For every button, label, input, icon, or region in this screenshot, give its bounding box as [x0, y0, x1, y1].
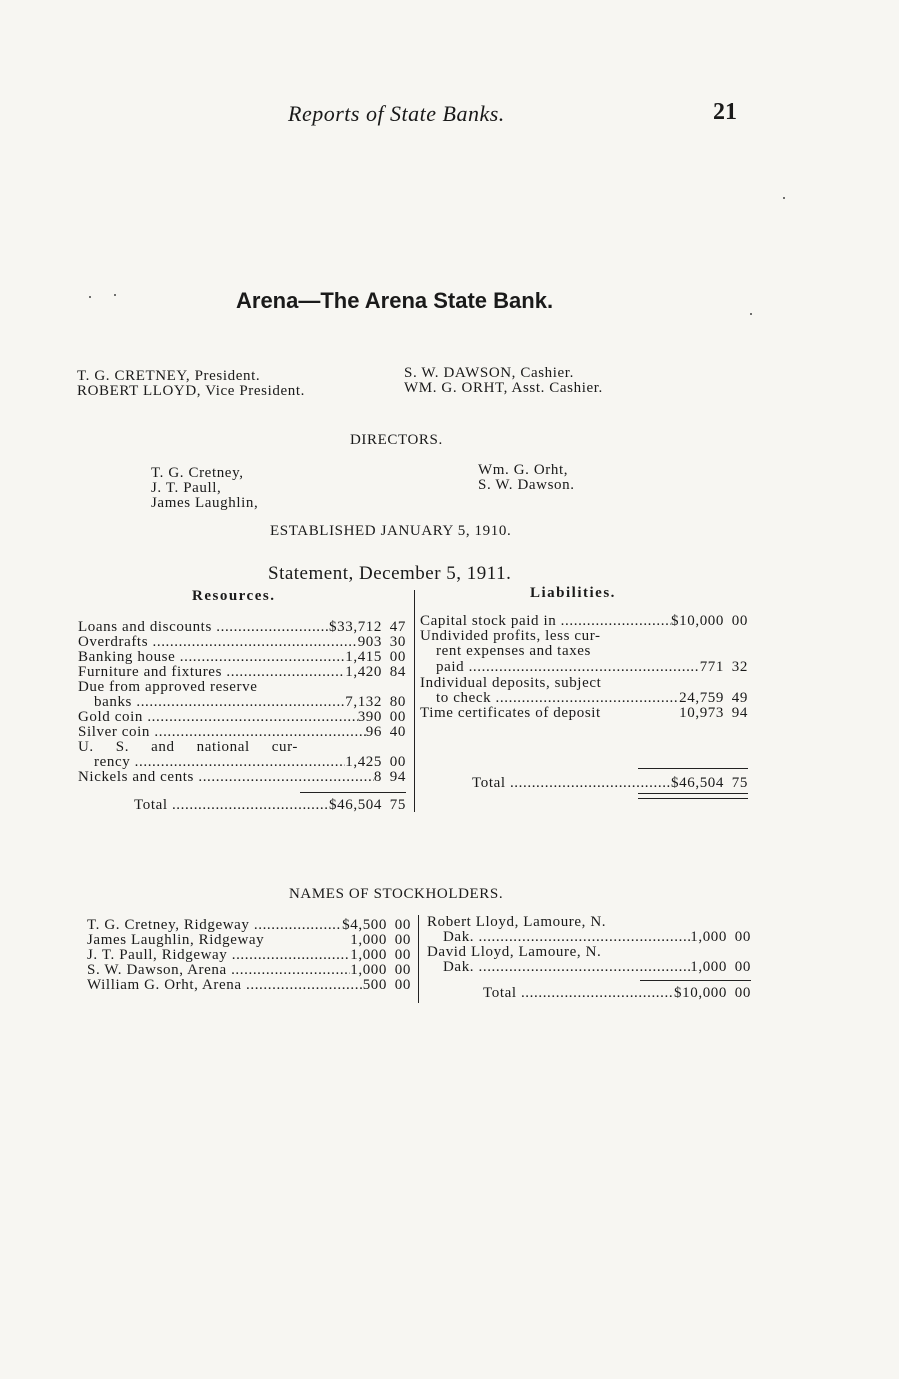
- stockholder-row: William G. Orht, Arena ..... 500 00: [87, 978, 411, 993]
- officer-left-2: ROBERT LLOYD, Vice President.: [77, 383, 305, 399]
- liabilities-total-rule: [638, 768, 748, 769]
- resource-row: U. S. and national cur-: [78, 740, 298, 755]
- resources-total-row: Total ..... $46,504 75: [134, 798, 406, 813]
- liabilities-heading: Liabilities.: [530, 585, 616, 601]
- stockholders-divider: [418, 915, 419, 1003]
- officer-right-1: S. W. DAWSON, Cashier.: [404, 365, 574, 381]
- scan-speck: [783, 197, 785, 199]
- director-right-2: S. W. Dawson.: [478, 477, 575, 493]
- resource-row: banks ..... 7,132 80: [94, 695, 406, 710]
- stockholders-total-rule: [640, 980, 751, 981]
- stockholders-heading: NAMES OF STOCKHOLDERS.: [289, 886, 504, 902]
- resource-row: Loans and discounts ..... $33,712 47: [78, 620, 406, 635]
- director-left-3: James Laughlin,: [151, 495, 259, 511]
- liability-row: Individual deposits, subject: [420, 676, 602, 691]
- liability-row: Time certificates of deposit 10,973 94: [420, 705, 748, 721]
- scan-speck: [750, 313, 752, 315]
- stockholders-right: [427, 915, 751, 1005]
- liability-row: Capital stock paid in ..... $10,000 00: [420, 614, 748, 629]
- running-title: Reports of State Banks.: [288, 101, 505, 126]
- liability-row: Undivided profits, less cur-: [420, 629, 601, 644]
- stockholder-row: S. W. Dawson, Arena ..... 1,000 00: [87, 963, 411, 978]
- page-number: 21: [713, 99, 737, 125]
- statement-divider: [414, 590, 415, 812]
- resource-row: Furniture and fixtures ..... 1,420 84: [78, 665, 406, 680]
- stockholders-left: [87, 918, 411, 998]
- liabilities-table: [420, 614, 748, 804]
- resource-row: Silver coin ..... 96 40: [78, 725, 406, 740]
- director-left-2: J. T. Paull,: [151, 480, 222, 496]
- stockholder-row: Dak. ..... 1,000 00: [443, 930, 751, 945]
- stockholder-row: David Lloyd, Lamoure, N.: [427, 945, 602, 960]
- resource-row: Banking house ..... 1,415 00: [78, 650, 406, 665]
- established-line: ESTABLISHED JANUARY 5, 1910.: [270, 523, 512, 539]
- resources-total-rule: [300, 792, 406, 793]
- resource-row: Overdrafts ..... 903 30: [78, 635, 406, 650]
- officer-left-1: T. G. CRETNEY, President.: [77, 368, 261, 384]
- bank-title: Arena—The Arena State Bank.: [236, 288, 554, 313]
- liabilities-total-row: Total ..... $46,504 75: [472, 776, 748, 791]
- liability-row: paid ..... 771 32: [436, 660, 748, 675]
- resource-row: Gold coin ..... 390 00: [78, 710, 406, 725]
- scan-speck: [114, 294, 116, 296]
- stockholders-total-row: Total ..... $10,000 00: [483, 986, 751, 1001]
- scan-speck: [89, 296, 91, 298]
- resources-table: [78, 619, 406, 813]
- stockholder-row: Dak. ..... 1,000 00: [443, 960, 751, 975]
- liability-row: to check ..... 24,759 49: [436, 691, 748, 706]
- director-left-1: T. G. Cretney,: [151, 465, 244, 481]
- liability-row: rent expenses and taxes: [436, 644, 591, 659]
- stockholder-row: J. T. Paull, Ridgeway ..... 1,000 00: [87, 948, 411, 963]
- resource-row: Due from approved reserve: [78, 680, 258, 695]
- resources-heading: Resources.: [192, 588, 276, 604]
- director-right-1: Wm. G. Orht,: [478, 462, 569, 478]
- directors-heading: DIRECTORS.: [350, 432, 443, 448]
- resource-row: rency ..... 1,425 00: [94, 755, 406, 770]
- statement-title: Statement, December 5, 1911.: [268, 563, 512, 584]
- liabilities-double-rule: [638, 793, 748, 799]
- stockholder-row: James Laughlin, Ridgeway 1,000 00: [87, 932, 411, 948]
- stockholder-row: Robert Lloyd, Lamoure, N.: [427, 915, 607, 930]
- resource-row: Nickels and cents ..... 8 94: [78, 770, 406, 785]
- officer-right-2: WM. G. ORHT, Asst. Cashier.: [404, 380, 603, 396]
- stockholder-row: T. G. Cretney, Ridgeway ..... $4,500 00: [87, 918, 411, 933]
